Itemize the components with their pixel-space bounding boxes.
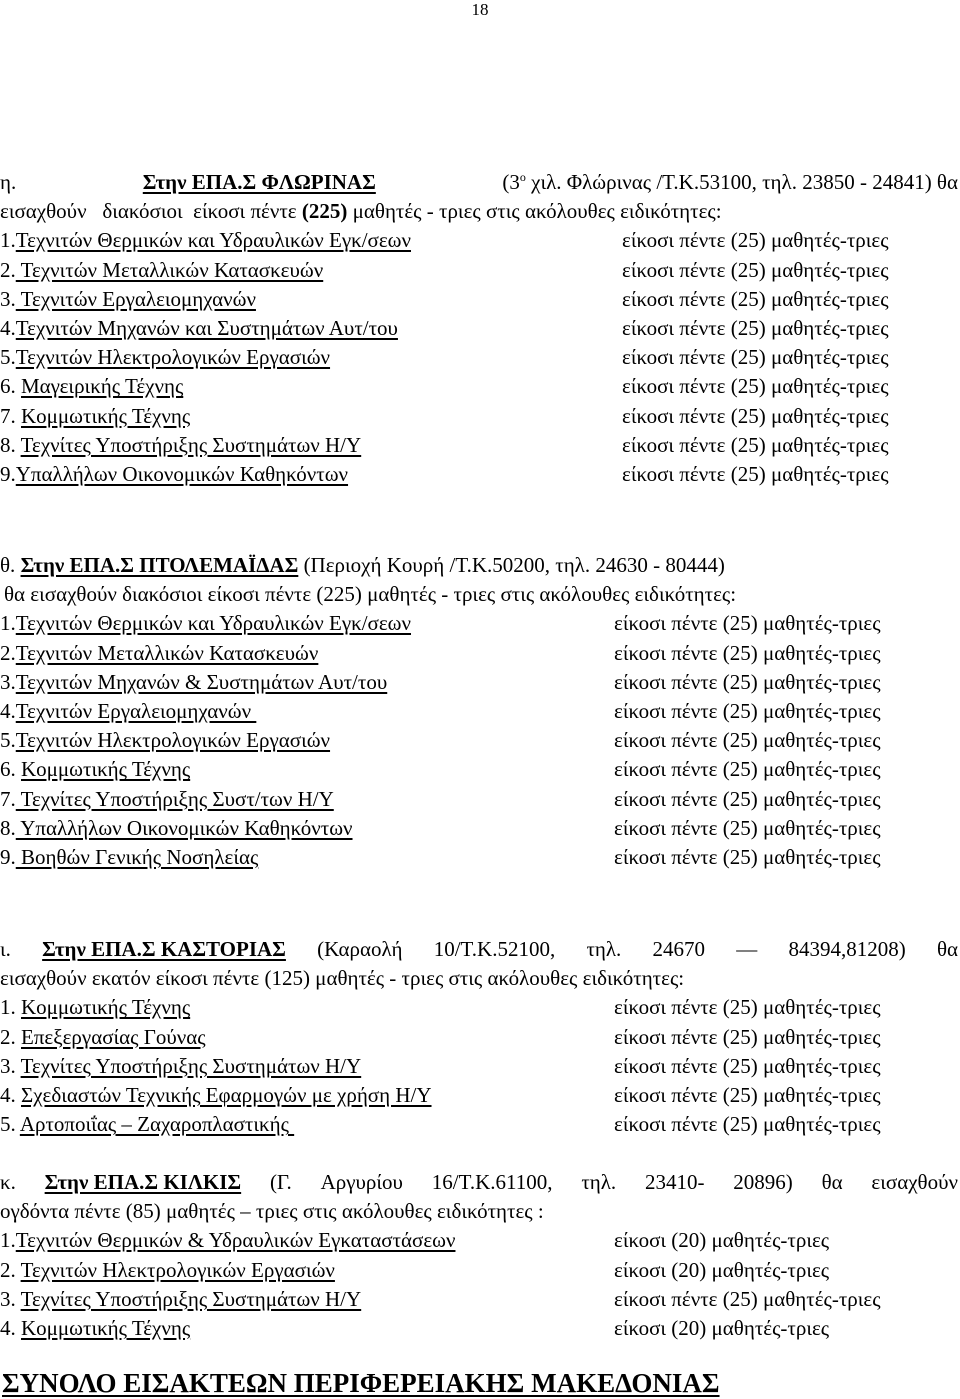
- specialty-label: [0, 460, 348, 489]
- specialty-label: [0, 639, 318, 668]
- student-count: είκοσι πέντε (25) μαθητές-τριες: [622, 315, 889, 340]
- student-count: είκοσι πέντε (25) μαθητές-τριες: [614, 1053, 881, 1078]
- item-number: 9.: [0, 461, 16, 486]
- item-number: 9.: [0, 844, 16, 869]
- item-number: 2.: [0, 1024, 21, 1049]
- specialty-label: [0, 1023, 206, 1052]
- item-number: 1.: [0, 611, 16, 636]
- list-item: [0, 1081, 960, 1110]
- specialty-label: [0, 814, 353, 843]
- section-title: Στην ΕΠΑ.Σ ΠΤΟΛΕΜΑΪΔΑΣ: [20, 553, 299, 577]
- list-item: [0, 993, 960, 1022]
- specialty-label: [0, 1226, 455, 1255]
- specialty-label: [0, 285, 256, 314]
- list-item: [0, 226, 960, 255]
- student-count: είκοσι πέντε (25) μαθητές-τριες: [614, 640, 881, 665]
- item-number: 1.: [0, 995, 21, 1020]
- specialty-name: Τεχνίτες Υποστήριξης Συστημάτων Η/Υ: [20, 1053, 362, 1078]
- list-item: [0, 1256, 960, 1285]
- specialty-label: [0, 755, 190, 784]
- section-ptolemaida: [0, 551, 960, 872]
- list-item: [0, 372, 960, 401]
- list-item: [0, 314, 960, 343]
- specialty-name: Τεχνιτών Θερμικών και Υδραυλικών Εγκ/σεων: [15, 228, 411, 253]
- list-item: [0, 285, 960, 314]
- student-count: είκοσι πέντε (25) μαθητές-τριες: [622, 461, 889, 486]
- specialty-label: [0, 314, 398, 343]
- specialty-name: Τεχνιτών Ηλεκτρολογικών Εργασιών: [15, 345, 331, 370]
- specialty-label: [0, 697, 256, 726]
- list-item: [0, 343, 960, 372]
- item-number: 5.: [0, 728, 16, 753]
- item-number: 7.: [0, 403, 21, 428]
- list-item: [0, 1110, 960, 1139]
- list-item: [0, 1314, 960, 1343]
- specialty-name: Σχεδιαστών Τεχνικής Εφαρμογών με χρήση Η/Υ: [21, 1082, 432, 1107]
- item-number: 3.: [0, 669, 16, 694]
- item-number: 5.: [0, 1112, 20, 1137]
- section-florina: [0, 168, 960, 489]
- student-count: είκοσι πέντε (25) μαθητές-τριες: [614, 757, 881, 782]
- section-intro: θα εισαχθούν διακόσιοι είκοσι πέντε (225) μαθητές - τριες στις ακόλουθες ειδικότητες:: [4, 582, 737, 607]
- specialty-name: Κομμωτικής Τέχνης: [21, 1315, 191, 1340]
- list-item: [0, 460, 960, 489]
- student-count: είκοσι πέντε (25) μαθητές-τριες: [614, 1286, 881, 1311]
- specialty-name: Αρτοποιΐας – Ζαχαροπλαστικής: [19, 1112, 295, 1137]
- item-number: 3.: [0, 1286, 21, 1311]
- list-item: [0, 639, 960, 668]
- specialty-label: [0, 1256, 335, 1285]
- specialty-name: Τεχνίτες Υποστήριξης Συστημάτων Η/Υ: [20, 432, 362, 457]
- specialty-name: Τεχνιτών Μηχανών και Συστημάτων Αυτ/του: [15, 315, 398, 340]
- student-count: είκοσι πέντε (25) μαθητές-τριες: [614, 1082, 881, 1107]
- specialty-label: [0, 256, 323, 285]
- item-number: 5.: [0, 345, 16, 370]
- item-number: 6.: [0, 757, 21, 782]
- list-item: [0, 843, 960, 872]
- specialty-label: [0, 609, 411, 638]
- specialty-label: [0, 402, 190, 431]
- specialty-label: [0, 1314, 190, 1343]
- specialty-label: [0, 343, 330, 372]
- specialty-name: Τεχνιτών Ηλεκτρολογικών Εργασιών: [20, 1257, 335, 1282]
- item-number: 4.: [0, 1082, 21, 1107]
- specialty-label: [0, 1081, 432, 1110]
- student-count: είκοσι πέντε (25) μαθητές-τριες: [622, 432, 889, 457]
- section-heading: [0, 168, 960, 197]
- specialty-label: [0, 785, 334, 814]
- list-item: [0, 256, 960, 285]
- specialty-name: Τεχνίτες Υποστήριξης Συστ/των Η/Υ: [15, 786, 334, 811]
- specialty-label: [0, 226, 411, 255]
- section-letter: ι.: [0, 937, 11, 961]
- list-item: [0, 402, 960, 431]
- item-number: 4.: [0, 315, 16, 340]
- list-item: [0, 697, 960, 726]
- specialty-name: Τεχνιτών Εργαλειομηχανών: [15, 286, 256, 311]
- list-item: [0, 785, 960, 814]
- specialty-name: Τεχνιτών Μεταλλικών Κατασκευών: [15, 640, 319, 665]
- student-count: είκοσι πέντε (25) μαθητές-τριες: [614, 786, 881, 811]
- specialty-name: Τεχνιτών Θερμικών & Υδραυλικών Εγκαταστάσεων: [15, 1228, 456, 1253]
- student-count: είκοσι πέντε (25) μαθητές-τριες: [614, 844, 881, 869]
- student-count: είκοσι (20) μαθητές-τριες: [614, 1257, 830, 1282]
- list-item: [0, 1226, 960, 1255]
- student-count: είκοσι πέντε (25) μαθητές-τριες: [622, 345, 889, 370]
- specialty-name: Υπαλλήλων Οικονομικών Καθηκόντων: [15, 815, 353, 840]
- footer-title: ΣΥΝΟΛΟ ΕΙΣΑΚΤΕΩΝ ΠΕΡΙΦΕΡΕΙΑΚΗΣ ΜΑΚΕΔΟΝΙΑΣ: [2, 1368, 720, 1398]
- list-item: [0, 755, 960, 784]
- specialty-label: [0, 726, 330, 755]
- section-address: (Περιοχή Κουρή /Τ.Κ.50200, τηλ. 24630 - 80444): [303, 553, 725, 577]
- specialty-name: Κομμωτικής Τέχνης: [21, 403, 191, 428]
- specialty-label: [0, 1285, 361, 1314]
- section-intro: εισαχθούν διακόσιοι είκοσι πέντε (225) μαθητές - τριες στις ακόλουθες ειδικότητες:: [0, 199, 722, 224]
- specialty-name: Τεχνιτών Θερμικών και Υδραυλικών Εγκ/σεων: [15, 611, 411, 636]
- item-number: 7.: [0, 786, 16, 811]
- section-intro: εισαχθούν εκατόν είκοσι πέντε (125) μαθητές - τριες στις ακόλουθες ειδικότητες:: [0, 966, 685, 991]
- specialty-label: [0, 993, 190, 1022]
- item-number: 1.: [0, 1228, 16, 1253]
- student-count: είκοσι (20) μαθητές-τριες: [614, 1228, 830, 1253]
- section-kastoria: [0, 935, 960, 1139]
- student-count: είκοσι πέντε (25) μαθητές-τριες: [614, 611, 881, 636]
- student-count: είκοσι πέντε (25) μαθητές-τριες: [614, 1112, 881, 1137]
- list-item: [0, 431, 960, 460]
- student-count: είκοσι (20) μαθητές-τριες: [614, 1315, 830, 1340]
- specialty-name: Τεχνιτών Ηλεκτρολογικών Εργασιών: [15, 728, 331, 753]
- list-item: [0, 609, 960, 638]
- student-count: είκοσι πέντε (25) μαθητές-τριες: [622, 374, 889, 399]
- student-count: είκοσι πέντε (25) μαθητές-τριες: [622, 286, 889, 311]
- item-number: 8.: [0, 432, 21, 457]
- list-item: [0, 726, 960, 755]
- section-heading: κ. Στην ΕΠΑ.Σ ΚΙΛΚΙΣ (Γ. Αργυρίου 16/Τ.Κ.61100, τηλ. 23410- 20896) θα εισαχθούν: [0, 1168, 960, 1197]
- section-title: Στην ΕΠΑ.Σ ΚΑΣΤΟΡΙΑΣ: [42, 937, 286, 961]
- student-count: είκοσι πέντε (25) μαθητές-τριες: [614, 815, 881, 840]
- specialty-label: [0, 372, 183, 401]
- section-title: Στην ΕΠΑ.Σ ΚΙΛΚΙΣ: [44, 1170, 242, 1194]
- student-count: είκοσι πέντε (25) μαθητές-τριες: [622, 257, 889, 282]
- list-item: [0, 1052, 960, 1081]
- section-letter: κ.: [0, 1170, 16, 1194]
- item-number: 2.: [0, 1257, 21, 1282]
- section-heading: [0, 551, 960, 580]
- list-item: [0, 668, 960, 697]
- specialty-name: Τεχνιτών Μεταλλικών Κατασκευών: [15, 257, 324, 282]
- item-number: 8.: [0, 815, 16, 840]
- page-number: 18: [471, 0, 489, 19]
- student-count: είκοσι πέντε (25) μαθητές-τριες: [614, 698, 881, 723]
- item-number: 4.: [0, 698, 16, 723]
- specialty-name: Τεχνιτών Εργαλειομηχανών: [15, 698, 257, 723]
- specialty-name: Βοηθών Γενικής Νοσηλείας: [15, 844, 259, 869]
- specialty-name: Υπαλλήλων Οικονομικών Καθηκόντων: [15, 461, 349, 486]
- student-count: είκοσι πέντε (25) μαθητές-τριες: [614, 669, 881, 694]
- item-number: 2.: [0, 257, 16, 282]
- specialty-name: Κομμωτικής Τέχνης: [21, 995, 191, 1020]
- list-item: [0, 814, 960, 843]
- section-heading: ι. Στην ΕΠΑ.Σ ΚΑΣΤΟΡΙΑΣ (Καραολή 10/Τ.Κ.52100, τηλ. 24670 — 84394,81208) θα: [0, 935, 960, 964]
- specialty-label: [0, 1052, 361, 1081]
- item-number: 4.: [0, 1315, 21, 1340]
- specialty-name: Τεχνίτες Υποστήριξης Συστημάτων Η/Υ: [20, 1286, 362, 1311]
- student-count: είκοσι πέντε (25) μαθητές-τριες: [614, 1024, 881, 1049]
- item-number: 2.: [0, 640, 16, 665]
- student-count: είκοσι πέντε (25) μαθητές-τριες: [614, 728, 881, 753]
- specialty-name: Μαγειρικής Τέχνης: [21, 374, 184, 399]
- item-number: 3.: [0, 1053, 21, 1078]
- specialty-label: [0, 668, 387, 697]
- specialty-label: [0, 431, 361, 460]
- section-intro: ογδόντα πέντε (85) μαθητές – τριες στις ακόλουθες ειδικότητες :: [0, 1199, 544, 1224]
- specialty-label: [0, 1110, 294, 1139]
- student-count: είκοσι πέντε (25) μαθητές-τριες: [622, 403, 889, 428]
- section-address: ($3^o$ χιλ. Φλώρινας /Τ.Κ.53100, τηλ. 23850 - 24841) θα: [502, 170, 958, 194]
- student-count: είκοσι πέντε (25) μαθητές-τριες: [622, 228, 889, 253]
- specialty-name: Κομμωτικής Τέχνης: [21, 757, 191, 782]
- list-item: [0, 1023, 960, 1052]
- section-letter: η.: [0, 170, 17, 194]
- student-count: είκοσι πέντε (25) μαθητές-τριες: [614, 995, 881, 1020]
- item-number: 1.: [0, 228, 16, 253]
- section-kilkis: [0, 1168, 960, 1343]
- specialty-name: Επεξεργασίας Γούνας: [21, 1024, 206, 1049]
- item-number: 6.: [0, 374, 21, 399]
- specialty-name: Τεχνιτών Μηχανών & Συστημάτων Αυτ/του: [15, 669, 388, 694]
- section-title: Στην ΕΠΑ.Σ ΦΛΩΡΙΝΑΣ: [142, 170, 376, 194]
- section-letter: θ.: [0, 553, 16, 577]
- list-item: [0, 1285, 960, 1314]
- item-number: 3.: [0, 286, 16, 311]
- specialty-label: [0, 843, 258, 872]
